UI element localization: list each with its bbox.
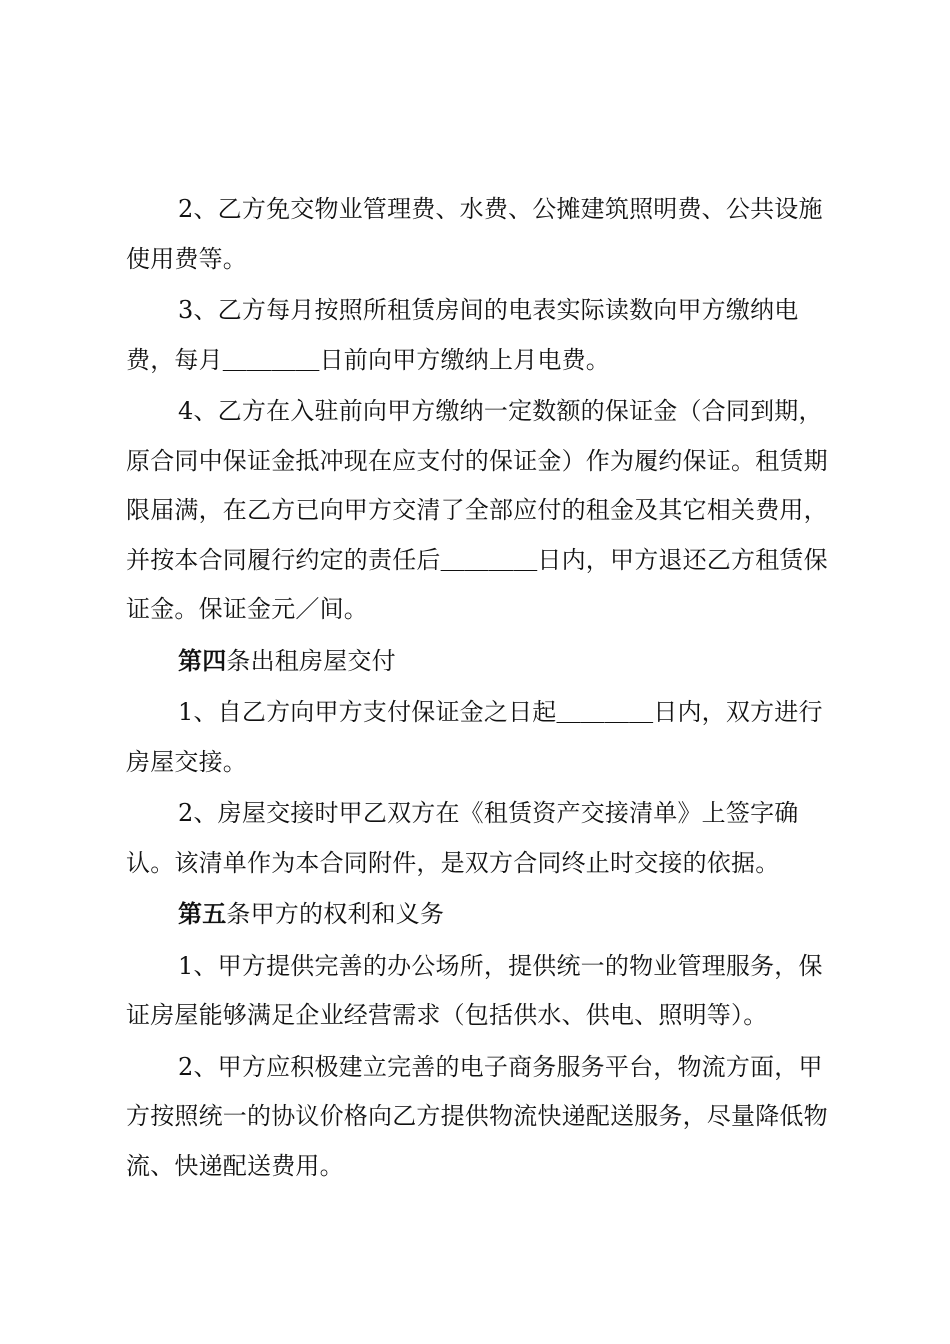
paragraph-text: 、甲方提供完善的办公场所，提供统一的物业管理服务，保证房屋能够满足企业经营需求（包括供水、供电、照明等）。: [126, 951, 823, 1029]
heading-bold-prefix: 第四: [178, 646, 227, 675]
paragraph-item-4-deposit: [126, 387, 836, 635]
item-number: 2: [178, 1052, 194, 1081]
section-heading-article-5: [126, 890, 836, 940]
paragraph-text: 、甲方应积极建立完善的电子商务服务平台，物流方面，甲方按照统一的协议价格向乙方提供物流快递配送服务，尽量降低物流、快递配送费用。: [126, 1052, 828, 1180]
paragraph-item-1-office: [126, 942, 836, 1041]
paragraph-text: 、自乙方向甲方支付保证金之日起＿＿＿＿日内，双方进行房屋交接。: [126, 698, 823, 776]
heading-title: 条出租房屋交付: [226, 646, 396, 675]
item-number: 1: [178, 698, 194, 726]
paragraph-item-2-fees: [126, 185, 836, 284]
item-number: 1: [178, 951, 194, 980]
document-body: [126, 185, 836, 1193]
paragraph-text: 、房屋交接时甲乙双方在《租赁资产交接清单》上签字确认。该清单作为本合同附件，是双方合同终止时交接的依据。: [126, 799, 799, 877]
paragraph-text: 、乙方每月按照所租赁房间的电表实际读数向甲方缴纳电费，每月＿＿＿＿日前向甲方缴纳上月电费。: [126, 296, 799, 374]
paragraph-item-2-ecommerce: [126, 1043, 836, 1192]
item-number: 4: [178, 397, 194, 425]
heading-bold-prefix: 第五: [178, 900, 227, 928]
paragraph-text: 、乙方在入驻前向甲方缴纳一定数额的保证金（合同到期，原合同中保证金抵冲现在应支付的保证金）作为履约保证。租赁期限届满，在乙方已向甲方交清了全部应付的租金及其它相关费用，并按本合同履行约定的责任后＿＿＿＿日内，甲方退还乙方租赁保证金。保证金元／间。: [126, 397, 828, 623]
item-number: 3: [178, 296, 194, 324]
heading-title: 条甲方的权利和义务: [226, 900, 445, 928]
paragraph-text: 、乙方免交物业管理费、水费、公摊建筑照明费、公共设施使用费等。: [126, 195, 823, 273]
paragraph-item-1-handover: [126, 688, 836, 787]
item-number: 2: [178, 195, 194, 223]
section-heading-article-4: [126, 637, 836, 687]
paragraph-item-2-checklist: [126, 789, 836, 888]
item-number: 2: [178, 799, 194, 827]
paragraph-item-3-electricity: [126, 286, 836, 385]
